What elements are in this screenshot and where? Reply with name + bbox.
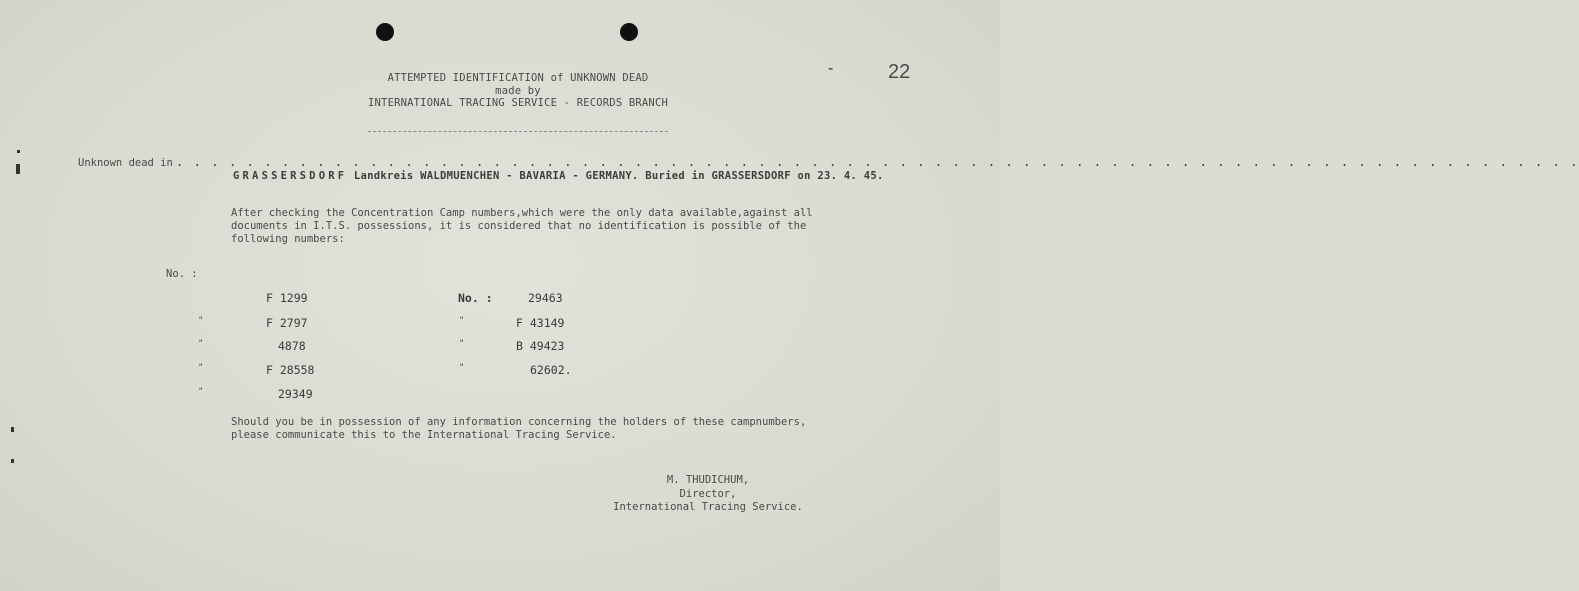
location-line — [233, 170, 884, 182]
camp-number: F 28558 — [266, 363, 315, 377]
margin-mark — [17, 150, 20, 153]
signature-block — [598, 474, 818, 515]
margin-mark — [11, 427, 14, 432]
camp-number: F 43149 — [516, 316, 565, 330]
ditto-mark: " — [198, 363, 204, 373]
header-divider — [368, 131, 668, 132]
camp-number: 29349 — [278, 387, 313, 401]
ditto-mark: " — [198, 316, 204, 326]
margin-mark — [11, 459, 14, 463]
paragraph-1-line: following numbers: — [231, 233, 345, 245]
ditto-mark: " — [198, 339, 204, 349]
page-number: 22 — [888, 61, 911, 83]
signatory-organization: International Tracing Service. — [613, 501, 803, 513]
camp-number: 29463 — [528, 291, 563, 305]
signatory-title: Director, — [679, 487, 737, 500]
page-marker: - — [828, 60, 834, 77]
camp-number: 4878 — [278, 339, 306, 353]
paragraph-2-line: Should you be in possession of any information concerning the holders of these campnumbers, — [231, 416, 807, 428]
paragraph-1 — [231, 207, 813, 246]
ditto-mark: " — [459, 363, 465, 373]
paragraph-1-line: documents in I.T.S. possessions, it is considered that no identification is possible of the — [231, 220, 807, 232]
header-organization: INTERNATIONAL TRACING SERVICE - RECORDS BRANCH — [368, 97, 668, 109]
ditto-mark: " — [198, 387, 204, 397]
unknown-dead-label: Unknown dead in — [78, 157, 173, 169]
paragraph-2-line: please communicate this to the International Tracing Service. — [231, 429, 617, 441]
dotted-leader: . . . . . . . . . . . . . . . . . . . . . . . . . . . . . . . . . . . . . . . . . . . . . . . . . . . . . . . . . . . . . . . . . . . . . . . . . . . . . . . . — [176, 155, 1579, 169]
paragraph-1-line: After checking the Concentration Camp numbers,which were the only data available,against all — [231, 207, 813, 219]
header-title: ATTEMPTED IDENTIFICATION of UNKNOWN DEAD — [387, 72, 649, 84]
margin-mark — [16, 164, 20, 174]
punch-hole-left — [376, 23, 394, 41]
ditto-mark: " — [459, 316, 465, 326]
header-subtitle: made by — [495, 85, 541, 97]
town-name: GRASSERSDORF — [233, 170, 348, 182]
signatory-name: M. THUDICHUM, — [666, 474, 750, 486]
punch-hole-right — [620, 23, 638, 41]
camp-number: B 49423 — [516, 339, 565, 353]
ditto-mark: " — [459, 339, 465, 349]
location-detail: Landkreis WALDMUENCHEN - BAVARIA - GERMANY. Buried in GRASSERSDORF on 23. 4. 45. — [353, 170, 884, 182]
camp-number: 62602. — [530, 363, 572, 377]
paragraph-2 — [231, 416, 806, 442]
camp-number: F 1299 — [266, 291, 308, 305]
no-label: No. : — [166, 268, 198, 280]
right-no-label: No. : — [458, 291, 493, 305]
camp-number: F 2797 — [266, 316, 308, 330]
